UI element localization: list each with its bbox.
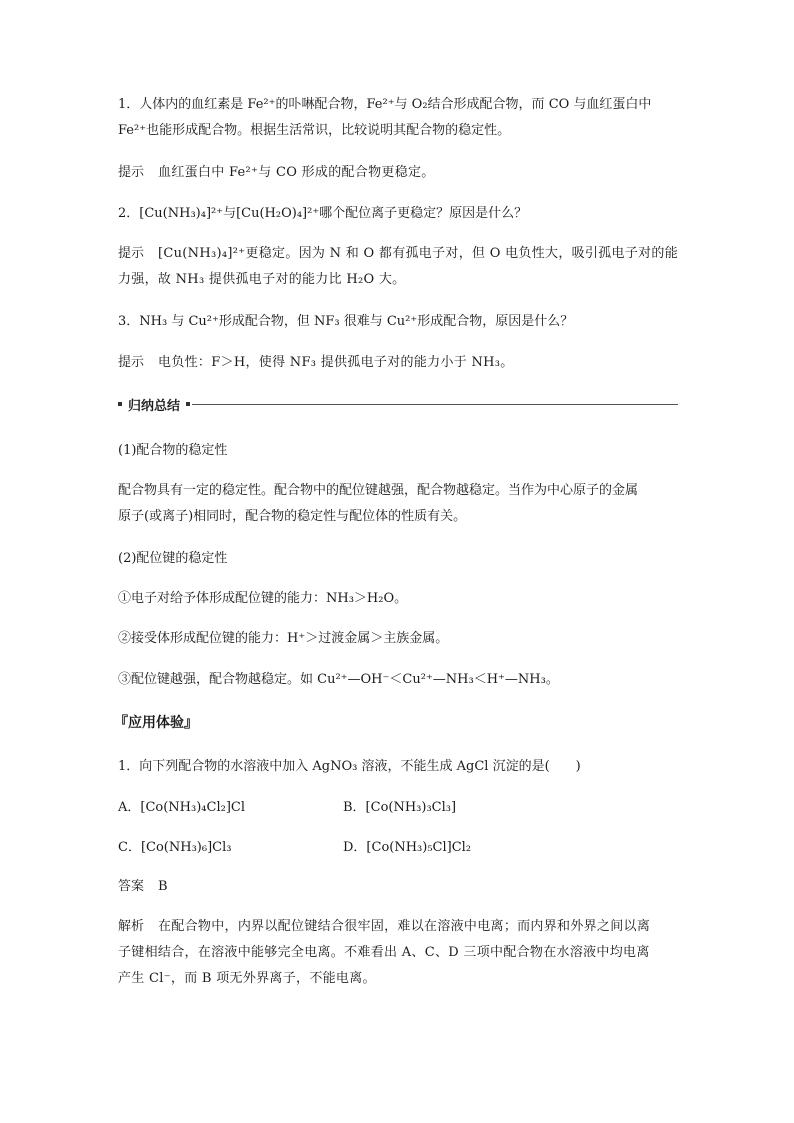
answer-label: 答案 bbox=[118, 879, 145, 894]
summary-item-3: ③配位键越强，配合物越稳定。如 Cu²⁺—OH⁻＜Cu²⁺—NH₃＜H⁺—NH₃。 bbox=[118, 672, 559, 687]
q1-hint bbox=[118, 160, 678, 186]
hint-label: 提示 bbox=[118, 246, 145, 261]
hint-label: 提示 bbox=[118, 165, 145, 180]
summary-p2-title: (2)配位键的稳定性 bbox=[118, 551, 228, 566]
hint-text: 血红蛋白中 Fe²⁺与 CO 形成的配合物更稳定。 bbox=[158, 165, 435, 180]
option-a: A．[Co(NH₃)₄Cl₂]Cl bbox=[118, 800, 246, 815]
analysis-line2: 子键相结合，在溶液中能够完全电离。不难看出 A、C、D 三项中配合物在水溶液中均电离 bbox=[118, 945, 650, 960]
answer-value: B bbox=[158, 879, 168, 894]
q1-line2: Fe²⁺也能形成配合物。根据生活常识，比较说明其配合物的稳定性。 bbox=[118, 123, 511, 138]
summary-item-1: ①电子对给予体形成配位键的能力：NH₃＞H₂O。 bbox=[118, 591, 408, 606]
answer-line bbox=[118, 874, 678, 900]
q3-question: 3．NH₃ 与 Cu²⁺形成配合物，但 NF₃ 很难与 Cu²⁺形成配合物，原因是什么？ bbox=[118, 314, 574, 329]
q2-hint bbox=[118, 241, 678, 293]
summary-title: 归纳总结 bbox=[128, 398, 181, 414]
summary-p1-line2: 原子(或离子)相同时，配合物的稳定性与配位体的性质有关。 bbox=[118, 509, 467, 524]
application-question: 1．向下列配合物的水溶液中加入 AgNO₃ 溶液，不能生成 AgCl 沉淀的是( ) bbox=[118, 759, 581, 774]
q3-hint bbox=[118, 350, 678, 376]
option-c: C．[Co(NH₃)₆]Cl₃ bbox=[118, 840, 232, 855]
q2-question: 2．[Cu(NH₃)₄]²⁺与[Cu(H₂O)₄]²⁺哪个配位离子更稳定？原因是什么？ bbox=[118, 206, 528, 221]
square-bullet-icon bbox=[118, 402, 122, 406]
q1-text bbox=[118, 92, 678, 144]
hint-text: [Cu(NH₃)₄]²⁺更稳定。因为 N 和 O 都有孤电子对，但 O 电负性大，吸引孤电子对的能 bbox=[158, 246, 679, 261]
divider-line bbox=[192, 404, 678, 405]
hint-label: 提示 bbox=[118, 355, 145, 370]
hint-text: 电负性：F＞H，使得 NF₃ 提供孤电子对的能力小于 NH₃。 bbox=[158, 355, 514, 370]
summary-p1-title: (1)配合物的稳定性 bbox=[118, 443, 228, 458]
summary-p1-line1: 配合物具有一定的稳定性。配合物中的配位键越强，配合物越稳定。当作为中心原子的金属 bbox=[118, 483, 639, 498]
analysis-label: 解析 bbox=[118, 919, 145, 934]
analysis-line3: 产生 Cl⁻，而 B 项无外界离子，不能电离。 bbox=[118, 971, 376, 986]
option-b: B．[Co(NH₃)₃Cl₃] bbox=[343, 800, 457, 815]
hint-text: 力强，故 NH₃ 提供孤电子对的能力比 H₂O 大。 bbox=[118, 272, 406, 287]
application-heading: 『应用体验』 bbox=[114, 715, 198, 731]
square-bullet-icon bbox=[186, 402, 190, 406]
summary-p1-body bbox=[118, 478, 678, 530]
q1-line1: 1．人体内的血红素是 Fe²⁺的卟啉配合物，Fe²⁺与 O₂结合形成配合物，而 CO 与血红蛋白中 bbox=[118, 97, 652, 112]
summary-heading bbox=[118, 394, 678, 414]
option-d: D．[Co(NH₃)₅Cl]Cl₂ bbox=[343, 840, 472, 855]
summary-item-2: ②接受体形成配位键的能力：H⁺＞过渡金属＞主族金属。 bbox=[118, 631, 449, 646]
analysis bbox=[118, 914, 678, 992]
analysis-line1: 在配合物中，内界以配位键结合很牢固，难以在溶液中电离；而内界和外界之间以离 bbox=[158, 919, 651, 934]
